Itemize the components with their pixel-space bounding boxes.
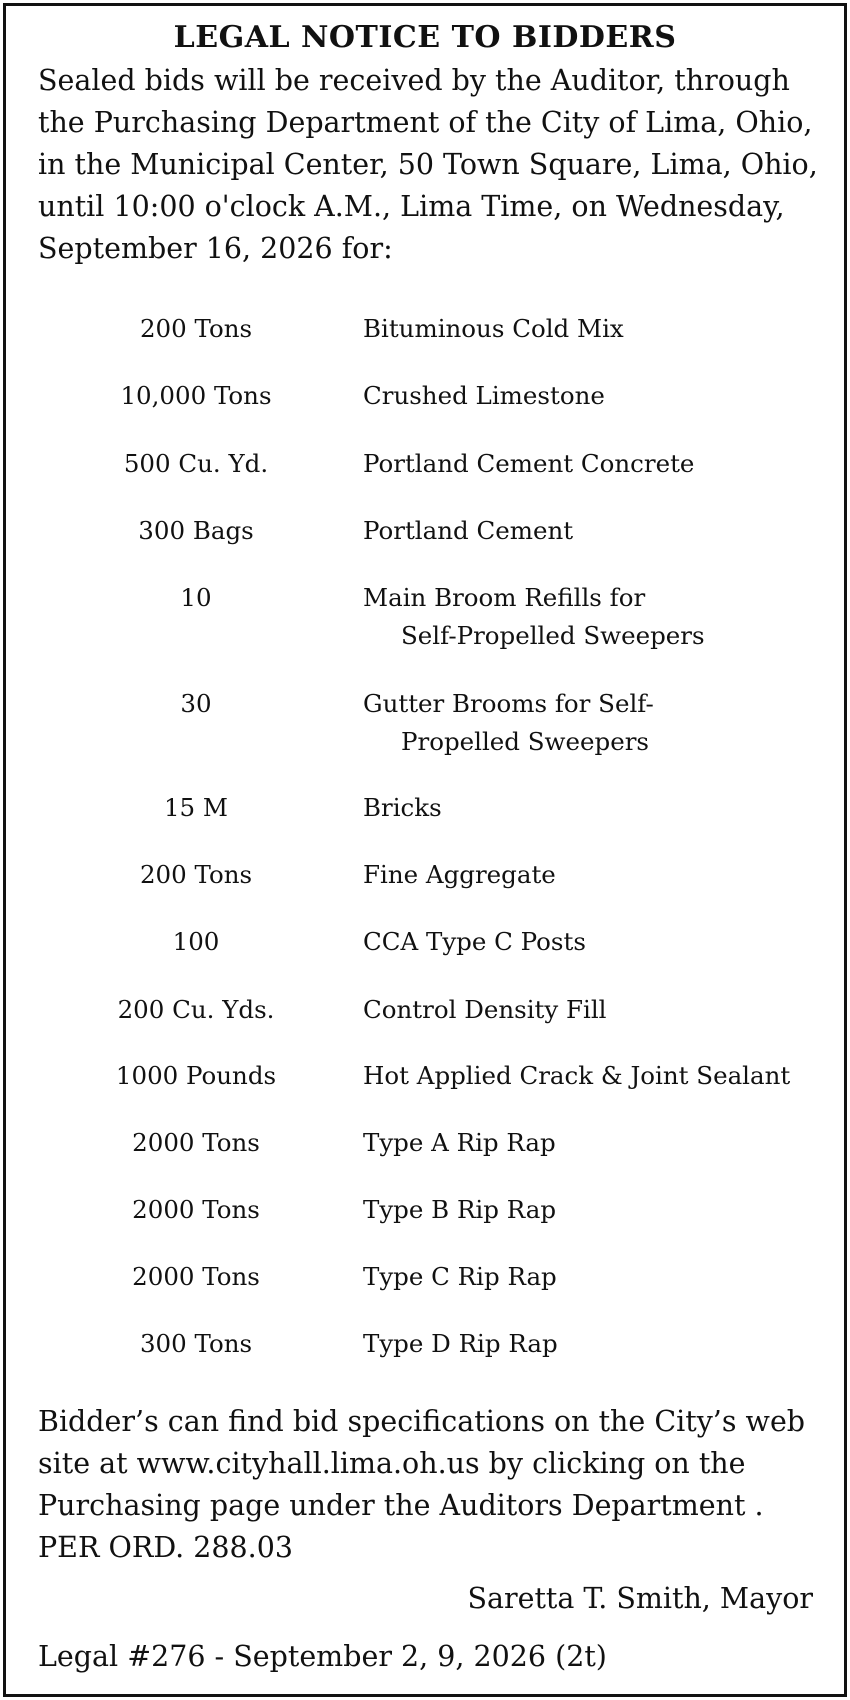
item-quantity: 1000 Pounds <box>115 1061 277 1090</box>
item-description-continuation: Propelled Sweepers <box>401 727 649 756</box>
item-description <box>363 1325 843 1363</box>
item-quantity: 300 Bags <box>138 516 254 545</box>
item-quantity: 2000 Tons <box>132 1195 260 1224</box>
item-description-line: Type A Rip Rap <box>363 1128 556 1157</box>
item-quantity: 2000 Tons <box>132 1128 260 1157</box>
item-quantity: 2000 Tons <box>132 1262 260 1291</box>
item-description <box>363 789 843 827</box>
item-description <box>363 579 843 655</box>
item-quantity: 200 Cu. Yds. <box>117 995 275 1024</box>
item-description <box>363 1124 843 1162</box>
item-description-line: Type D Rip Rap <box>363 1329 558 1358</box>
intro-paragraph: Sealed bids will be received by the Auditor, through the Purchasing Department of the City of Lima, Ohio, in the Municipal Center, 50 Town Square, Lima, Ohio, until 10:00 o'clock A.M., Lima Time, on Wednesday, September 16, 2026 for: <box>38 64 818 265</box>
item-description-line: Type C Rip Rap <box>363 1262 557 1291</box>
item-description <box>363 685 843 761</box>
item-description <box>363 856 843 894</box>
item-description <box>363 310 843 348</box>
item-quantity: 500 Cu. Yd. <box>123 449 269 478</box>
item-description-line: Bricks <box>363 793 442 822</box>
item-quantity: 10,000 Tons <box>120 381 272 410</box>
item-description-line: Main Broom Refills for <box>363 583 646 612</box>
signature-line: Saretta T. Smith, Mayor <box>467 1582 813 1615</box>
item-description-line: Hot Applied Crack & Joint Sealant <box>363 1061 791 1090</box>
item-quantity: 300 Tons <box>139 1329 253 1358</box>
item-description-line: Crushed Limestone <box>363 381 605 410</box>
item-description <box>363 991 843 1029</box>
notice-title: LEGAL NOTICE TO BIDDERS <box>173 20 677 55</box>
item-description <box>363 512 843 550</box>
legal-reference: Legal #276 - September 2, 9, 2026 (2t) <box>38 1640 607 1673</box>
item-description-continuation: Self-Propelled Sweepers <box>401 621 705 650</box>
item-quantity: 30 <box>180 689 212 718</box>
item-description <box>363 377 843 415</box>
item-quantity: 15 M <box>163 793 229 822</box>
item-description <box>363 1057 843 1095</box>
item-description <box>363 1258 843 1296</box>
item-description-line: CCA Type C Posts <box>363 927 586 956</box>
item-description <box>363 923 843 961</box>
item-description-line: Portland Cement Concrete <box>363 449 695 478</box>
item-description-line: Type B Rip Rap <box>363 1195 556 1224</box>
item-description <box>363 1191 843 1229</box>
item-quantity: 10 <box>180 583 212 612</box>
specifications-paragraph: Bidder’s can find bid specifications on the City’s web site at www.cityhall.lima.oh.us by clicking on the Purchasing page under the Auditors Department . PER ORD. 288.03 <box>38 1405 806 1564</box>
item-description-line: Gutter Brooms for Self- <box>363 689 654 718</box>
item-quantity: 200 Tons <box>139 860 253 889</box>
item-description-line: Control Density Fill <box>363 995 607 1024</box>
item-description-line: Bituminous Cold Mix <box>363 314 624 343</box>
item-quantity: 200 Tons <box>139 314 253 343</box>
item-description-line: Portland Cement <box>363 516 574 545</box>
item-description <box>363 445 843 483</box>
item-description-line: Fine Aggregate <box>363 860 556 889</box>
item-quantity: 100 <box>172 927 220 956</box>
